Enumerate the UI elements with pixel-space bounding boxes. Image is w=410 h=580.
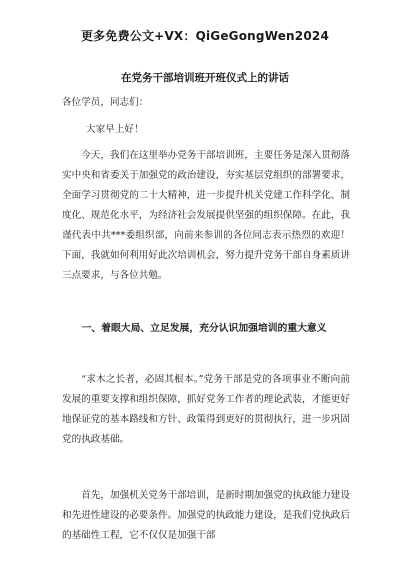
greeting: 大家早上好！ [86,124,144,135]
watermark-header: 更多免费公文+VX：QiGeGongWen2024 [80,29,329,43]
salutation: 各位学员，同志们： [62,97,149,108]
paragraph: 首先，加强机关党务干部培训，是新时期加强党的执政能力建设和先进性建设的必要条件。加强党的执政能力建设，是我们党执政后的基础性工程，它不仅仅是加强干部 [62,490,350,541]
section-heading: 一、着眼大局、立足发展，充分认识加强培训的重大意义 [81,323,327,334]
paragraph: 今天，我们在这里举办党务干部培训班，主要任务是深入贯彻落实中央和省委关于加强党的政治建设，夯实基层党组织的部署要求，全面学习贯彻党的二十大精神，进一步提升机关党建工作科学化、制度化、规范化水平，为经济社会发展提供坚强的组织保障。在此，我谨代表中共***委组织部，向前来参训的各位同志表示热烈的欢迎！下面，我就如何利用好此次培训机会，努力提升党务干部自身素质讲三点要求，与各位共勉。 [62,150,350,281]
document-title: 在党务干部培训班开班仪式上的讲话 [121,72,289,84]
paragraph: “求木之长者，必固其根本。”党务干部是党的各项事业不断向前发展的重要支撑和组织保障，抓好党务工作者的理论武装，才能更好地保证党的基本路线和方针、政策得到更好的贯彻执行，进一步巩固党的执政基础。 [62,374,350,445]
